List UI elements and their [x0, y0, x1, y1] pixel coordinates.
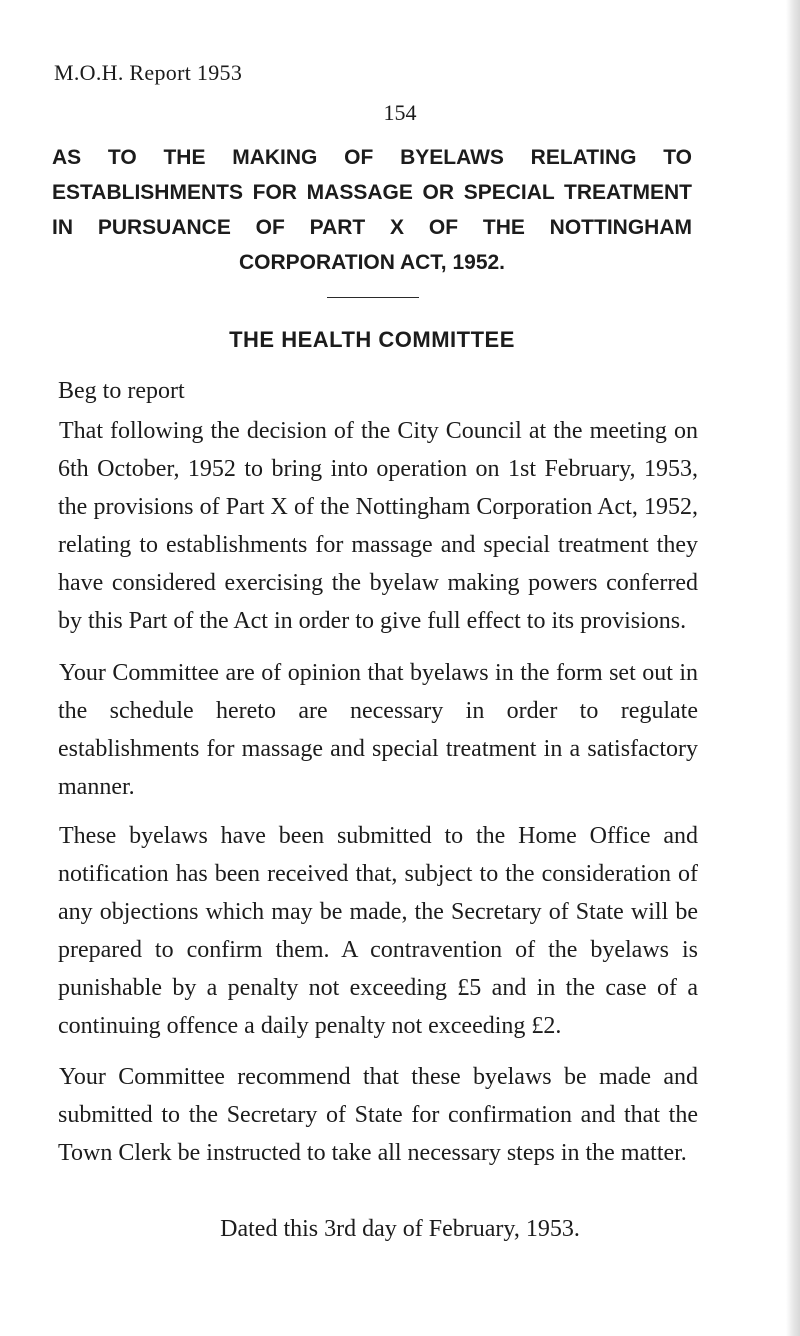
- running-head: M.O.H. Report 1953: [54, 60, 243, 85]
- dated-line: Dated this 3rd day of February, 1953.: [220, 1216, 580, 1242]
- paragraph-4: Your Committee recommend that these byelaws be made and submitted to the Secretary of State for confirmation and that the Town Clerk be instructed to take all necessary steps in the matter.: [58, 1064, 698, 1166]
- divider-rule: [327, 297, 419, 298]
- page-edge-shadow: [786, 0, 800, 1336]
- salutation: Beg to report: [58, 378, 185, 404]
- paragraph-2: Your Committee are of opinion that byelaws in the form set out in the schedule hereto are necessary in order to regulate establishments for massage and special treatment in a satisfactory manner.: [58, 660, 698, 800]
- committee-heading: THE HEALTH COMMITTEE: [229, 327, 515, 352]
- page-number: 154: [383, 100, 417, 125]
- paragraph-3: These byelaws have been submitted to the Home Office and notification has been received that, subject to the consideration of any objections which may be made, the Secretary of State will be prepared to confirm them. A contravention of the byelaws is punishable by a penalty not exceeding £5 and in the case of a continuing offence a daily penalty not exceeding £2.: [58, 823, 698, 1039]
- document-title: AS TO THE MAKING OF BYELAWS RELATING TO ESTABLISHMENTS FOR MASSAGE OR SPECIAL TREATMENT IN PURSUANCE OF PART X OF THE NOTTINGHAM CORPORATION ACT, 1952.: [52, 146, 692, 274]
- paragraph-1: That following the decision of the City Council at the meeting on 6th October, 1952 to bring into operation on 1st February, 1953, the provisions of Part X of the Nottingham Corporation Act, 1952, relating to establishments for massage and special treatment they have considered exercising the byelaw making powers conferred by this Part of the Act in order to give full effect to its provisions.: [58, 418, 698, 634]
